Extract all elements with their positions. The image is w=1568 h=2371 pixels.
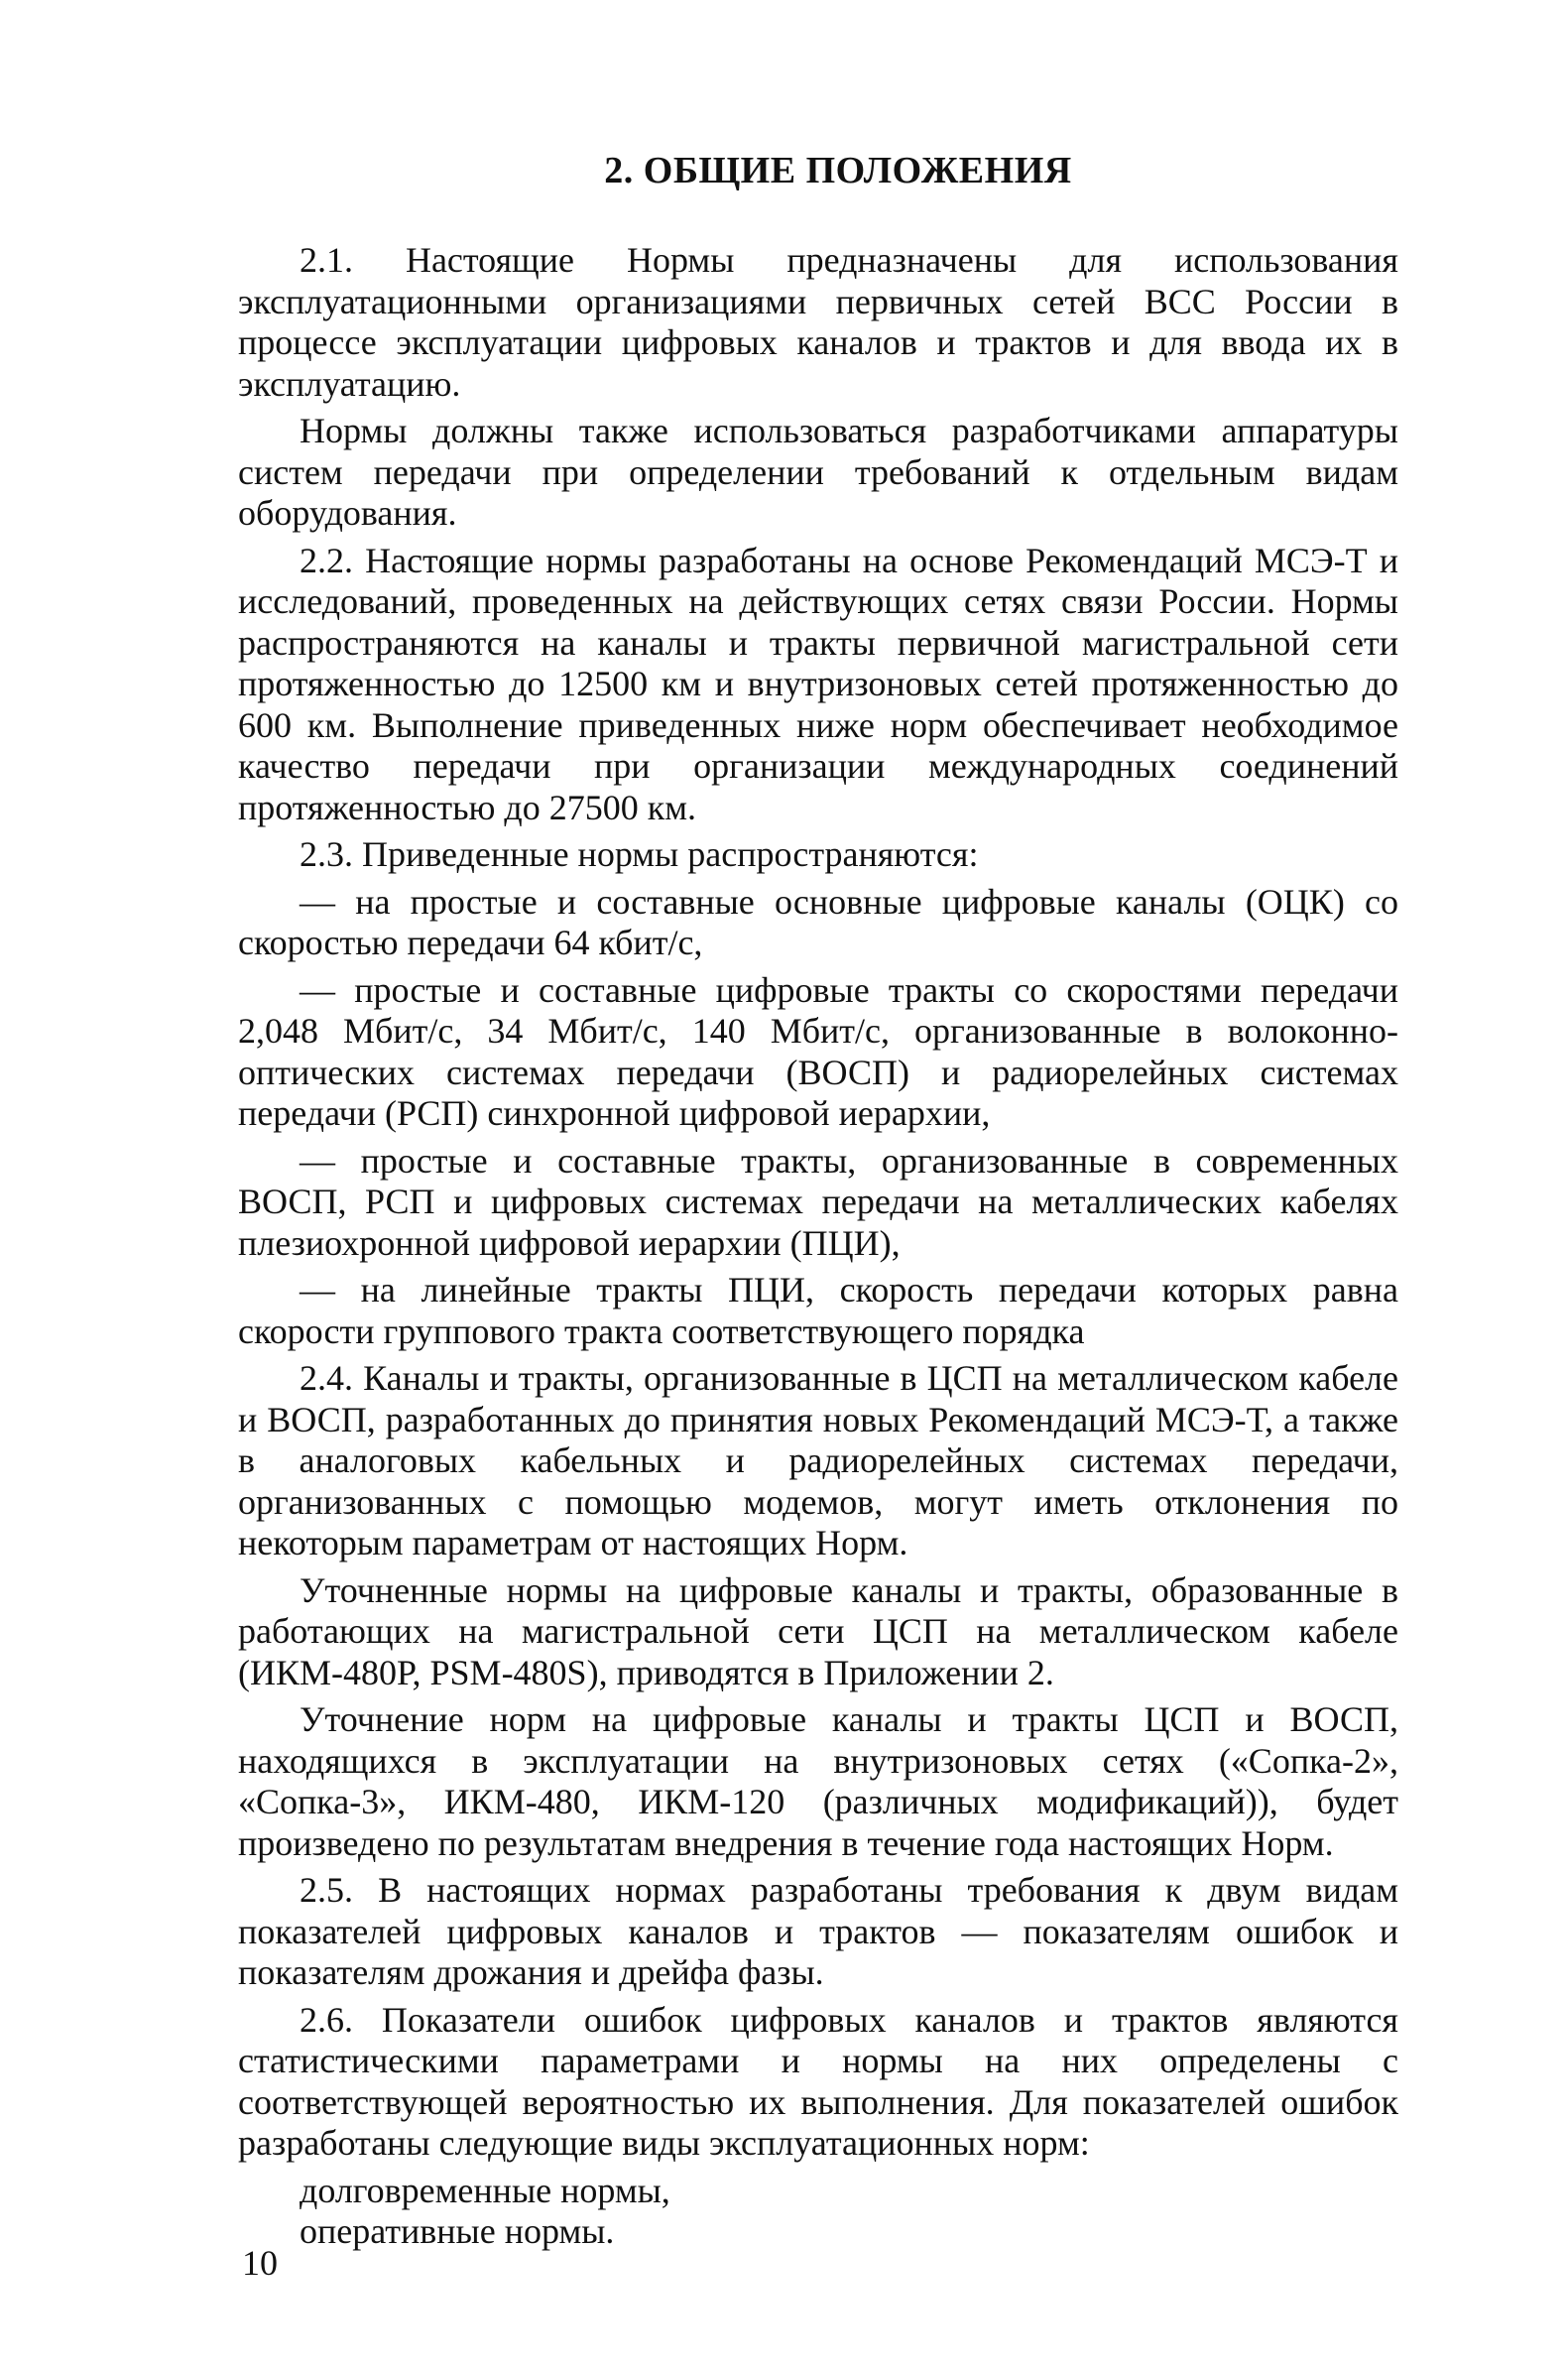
- paragraph-2-4-zonal: Уточнение норм на цифровые каналы и тракты ЦСП и ВОСП, находящихся в эксплуатации на внутризоновых сетях («Сопка-2», «Сопка-3», ИКМ-480, ИКМ-120 (различных модификаций)), будет произведено по результатам внедрения в течение года настоящих Норм.: [238, 1699, 1398, 1863]
- paragraph-2-2: 2.2. Настоящие нормы разработаны на основе Рекомендаций МСЭ-Т и исследований, проведенных на действующих сетях связи России. Нормы распространяются на каналы и тракты первичной магистральной сети протяженностью до 12500 км и внутризоновых сетей протяженностью до 600 км. Выполнение приведенных ниже норм обеспечивает необходимое качество передачи при организации международных соединений протяженностью до 27500 км.: [238, 540, 1398, 827]
- paragraph-2-1-cont: Нормы должны также использоваться разработчиками аппаратуры систем передачи при определении требований к отдельным видам оборудования.: [238, 411, 1398, 533]
- section-heading: 2. ОБЩИЕ ПОЛОЖЕНИЯ: [604, 150, 1072, 191]
- paragraph-2-5: 2.5. В настоящих нормах разработаны требования к двум видам показателей цифровых каналов и трактов — показателям ошибок и показателям дрожания и дрейфа фазы.: [238, 1870, 1398, 1992]
- paragraph-2-1: 2.1. Настоящие Нормы предназначены для использования эксплуатационными организациями первичных сетей ВСС России в процессе эксплуатации цифровых каналов и трактов и для ввода их в эксплуатацию.: [238, 240, 1398, 404]
- page-number: 10: [242, 2243, 278, 2283]
- document-page: [238, 149, 1398, 2253]
- paragraph-2-4-refined: Уточненные нормы на цифровые каналы и тракты, образованные в работающих на магистральной сети ЦСП на металлическом кабеле (ИКМ-480Р, PSM-480S), приводятся в Приложении 2.: [238, 1569, 1398, 1692]
- norm-type-long-term: долговременные нормы,: [300, 2170, 670, 2210]
- list-item-sdh-tracts: — простые и составные цифровые тракты со скоростями передачи 2,048 Мбит/с, 34 Мбит/с, 140 Мбит/с, организованные в волоконно-оптических системах передачи (ВОСП) и радиорелейных системах передачи (РСП) синхронной цифровой иерархии,: [238, 969, 1398, 1133]
- list-item-line-tracts: — на линейные тракты ПЦИ, скорость передачи которых равна скорости группового тракта соответствующего порядка: [238, 1270, 1398, 1351]
- list-item-ock: — на простые и составные основные цифровые каналы (ОЦК) со скоростью передачи 64 кбит/с,: [238, 881, 1398, 962]
- norm-type-operational: оперативные нормы.: [300, 2211, 615, 2251]
- paragraph-2-4: 2.4. Каналы и тракты, организованные в ЦСП на металлическом кабеле и ВОСП, разработанных до принятия новых Рекомендаций МСЭ-Т, а также в аналоговых кабельных и радиорелейных системах передачи, организованных с помощью модемов, могут иметь отклонения по некоторым параметрам от настоящих Норм.: [238, 1358, 1398, 1562]
- list-item-pdh-tracts: — простые и составные тракты, организованные в современных ВОСП, РСП и цифровых системах передачи на металлических кабелях плезиохронной цифровой иерархии (ПЦИ),: [238, 1140, 1398, 1263]
- paragraph-2-3: 2.3. Приведенные нормы распространяются:: [300, 834, 979, 874]
- paragraph-2-6: 2.6. Показатели ошибок цифровых каналов и трактов являются статистическими параметрами и нормы на них определены с соответствующей вероятностью их выполнения. Для показателей ошибок разработаны следующие виды эксплуатационных норм:: [238, 1999, 1398, 2163]
